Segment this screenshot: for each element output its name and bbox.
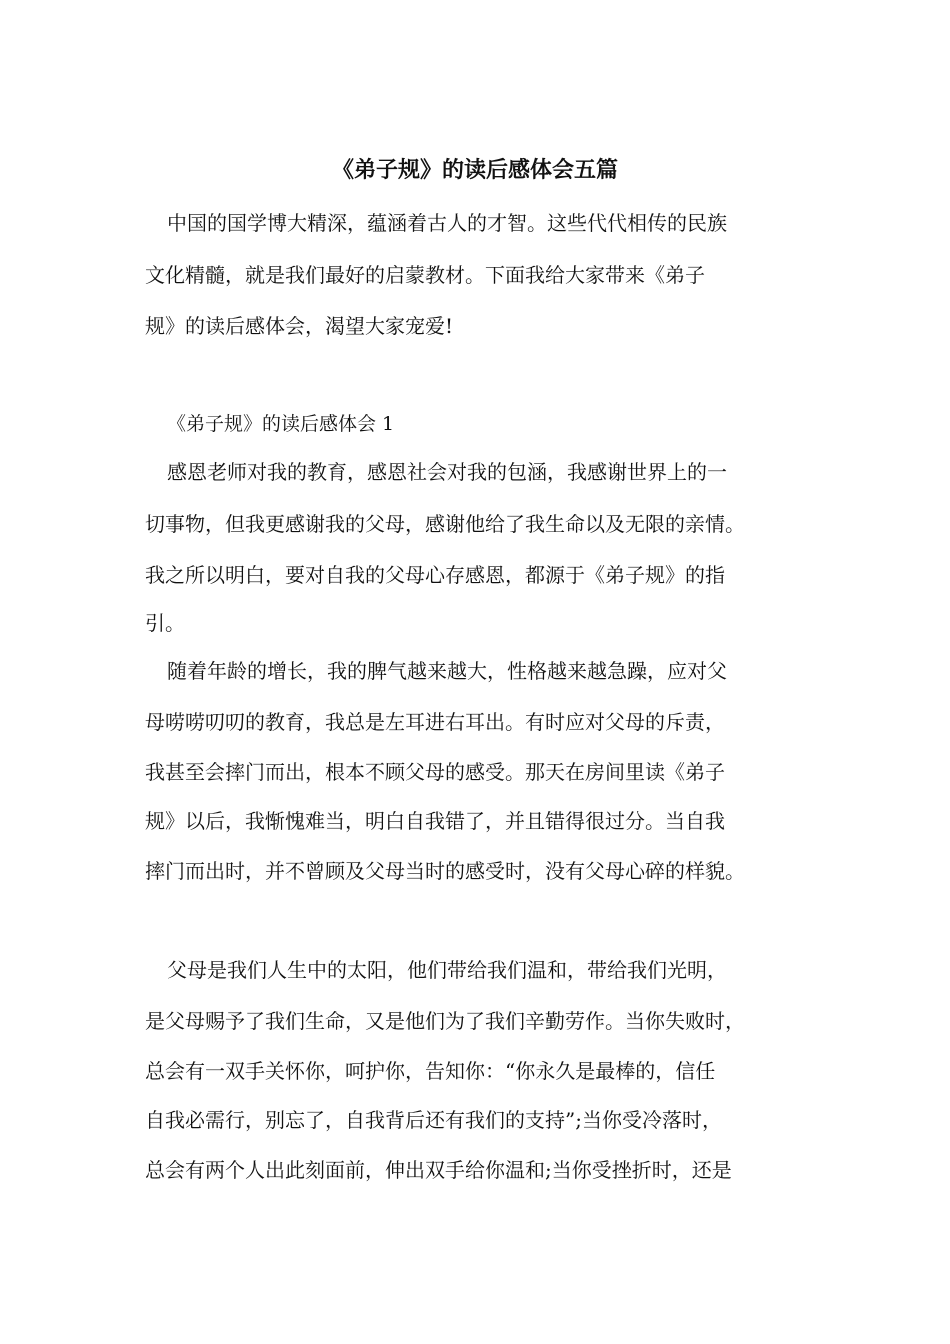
para1-line-2: 切事物，但我更感谢我的父母，感谢他给了我生命以及无限的亲情。 [145, 512, 745, 536]
para2-line-3: 我甚至会摔门而出，根本不顾父母的感受。那天在房间里读《弟子 [145, 760, 725, 784]
document-title: 《弟子规》的读后感体会五篇 [331, 158, 618, 183]
para1-line-4: 引。 [145, 611, 185, 635]
para3-line-4: 自我必需行，别忘了，自我背后还有我们的支持”;当你受冷落时， [145, 1108, 722, 1132]
para2-line-1: 随着年龄的增长，我的脾气越来越大，性格越来越急躁，应对父 [167, 659, 727, 683]
para2-line-2: 母唠唠叨叨的教育，我总是左耳进右耳出。有时应对父母的斥责， [145, 710, 725, 734]
para1-line-3: 我之所以明白，要对自我的父母心存感恩，都源于《弟子规》的指 [145, 563, 725, 587]
para3-line-2: 是父母赐予了我们生命，又是他们为了我们辛勤劳作。当你失败时， [145, 1009, 745, 1033]
intro-line-3: 规》的读后感体会，渴望大家宠爱! [145, 314, 454, 338]
para3-line-5: 总会有两个人出此刻面前，伸出双手给你温和;当你受挫折时，还是 [145, 1158, 732, 1182]
intro-line-2: 文化精髓，就是我们最好的启蒙教材。下面我给大家带来《弟子 [145, 263, 705, 287]
intro-line-1: 中国的国学博大精深，蕴涵着古人的才智。这些代代相传的民族 [167, 211, 727, 235]
para3-line-3: 总会有一双手关怀你，呵护你，告知你：“你永久是最棒的，信任 [145, 1059, 716, 1083]
para3-line-1: 父母是我们人生中的太阳，他们带给我们温和，带给我们光明， [167, 958, 727, 982]
para2-line-5: 摔门而出时，并不曾顾及父母当时的感受时，没有父母心碎的样貌。 [145, 859, 745, 883]
section-heading: 《弟子规》的读后感体会 1 [167, 413, 395, 435]
para1-line-1: 感恩老师对我的教育，感恩社会对我的包涵，我感谢世界上的一 [167, 460, 727, 484]
para2-line-4: 规》以后，我惭愧难当，明白自我错了，并且错得很过分。当自我 [145, 809, 725, 833]
